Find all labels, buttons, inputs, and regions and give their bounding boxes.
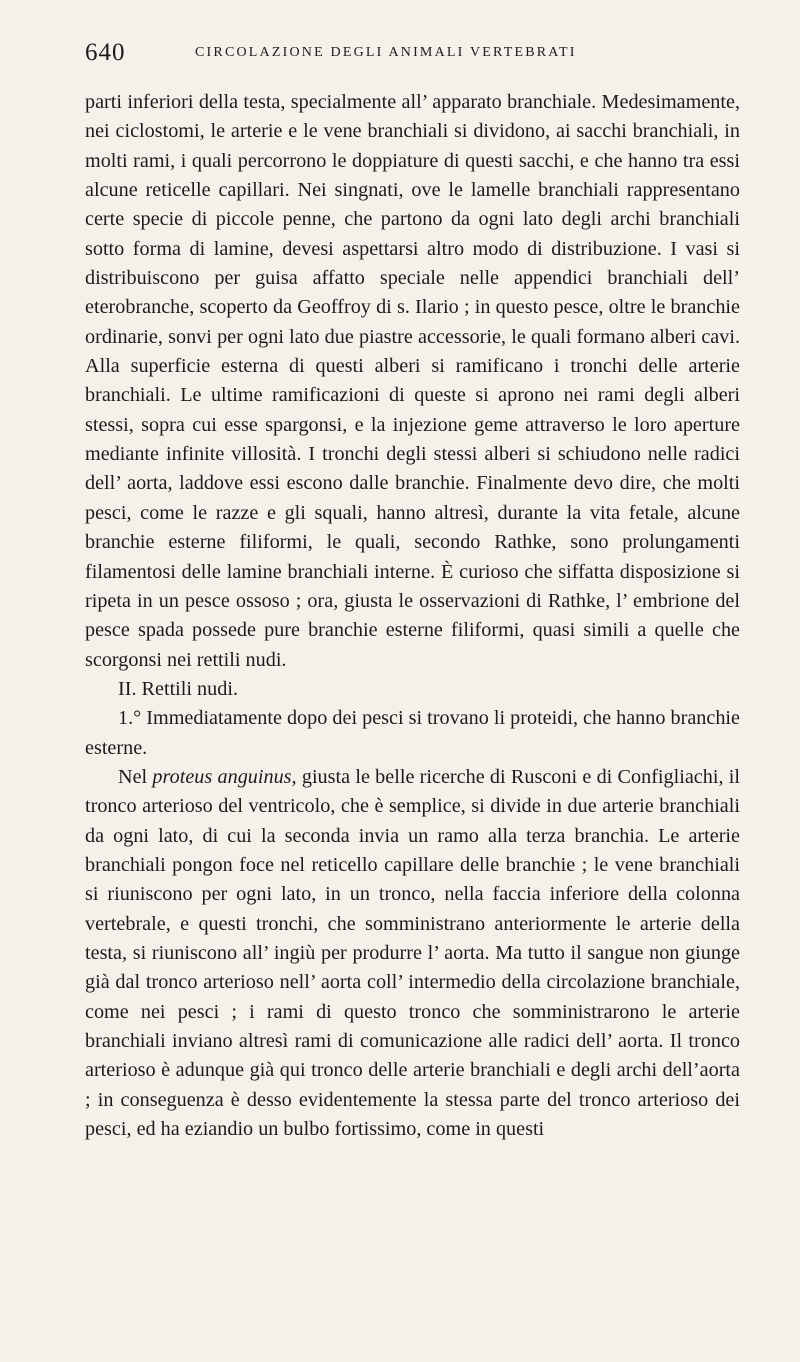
body-text <box>85 88 740 1144</box>
section-heading: II. Rettili nudi. <box>118 677 238 700</box>
page-number: 640 <box>85 39 126 66</box>
subsection-paragraph: 1.° Immediatamente dopo dei pesci si trovano li proteidi, che hanno branchie esterne. <box>85 707 740 759</box>
proteus-intro: Nel <box>118 765 153 788</box>
species-name: proteus anguinus <box>152 765 292 788</box>
proteus-text: , giusta le belle ricerche di Rusconi e di Configliachi, il tronco arterioso del ventricolo, che è semplice, si divide in due arterie branchiali da ogni lato, di cui la seconda invia un ramo alla terza branchia. Le arterie branchiali pongon foce nel reticello capillare delle branchie ; le vene branchiali si riuniscono per ogni lato, in un tronco, nella faccia inferiore della colonna vertebrale, e questi tronchi, che somministrano anteriormente le arterie della testa, si riuniscono all’ ingiù per produrre l’ aorta. Ma tutto il sangue non giunge già dal tronco arterioso nell’ aorta coll’ intermedio della circolazione branchiale, come nei pesci ; i rami di questo tronco che somministrarono le arterie branchiali inviano altresì rami di comunicazione alle radici dell’ aorta. Il tronco arterioso è adunque già qui tronco delle arterie branchiali e degli archi dell’aorta ; in conseguenza è desso evidentemente la stessa parte del tronco arterioso dei pesci, ed ha eziandio un bulbo fortissimo, come in questi <box>85 765 740 1141</box>
page-header <box>85 40 740 76</box>
paragraph-branchial-fish: parti inferiori della testa, specialmente all’ apparato branchiale. Medesimamente, nei ciclostomi, le arterie e le vene branchiali si dividono, ai sacchi branchiali, in molti rami, i quali percorrono le doppiature di questi sacchi, e che hanno tra essi alcune reticelle capillari. Nei singnati, ove le lamelle branchiali rappresentano certe specie di piccole penne, che partono da ogni lato degli archi branchiali sotto forma di lamine, devesi aspettarsi altro modo di distribuzione. I vasi si distribuiscono per guisa affatto speciale nelle appendici branchiali dell’ eterobranche, scoperto da Geoffroy di s. Ilario ; in questo pesce, oltre le branchie ordinarie, sonvi per ogni lato due piastre accessorie, le quali formano alberi cavi. Alla superficie esterna di questi alberi si ramificano i tronchi delle arterie branchiali. Le ultime ramificazioni di queste si aprono nei rami degli alberi stessi, sopra cui esse spargonsi, e la injezione geme attraverso le loro aperture mediante infinite villosità. I tronchi degli stessi alberi si schiudono nelle radici dell’ aorta, laddove essi escono dalle branchie. Finalmente devo dire, che molti pesci, come le razze e gli squali, hanno altresì, durante la vita fetale, alcune branchie esterne filiformi, le quali, secondo Rathke, sono prolungamenti filamentosi delle lamine branchiali interne. È curioso che siffatta disposizione si ripeta in un pesce ossoso ; ora, giusta le osservazioni di Rathke, l’ embrione del pesce spada possede pure branchie esterne filiformi, quasi simili a quelle che scorgonsi nei rettili nudi. <box>85 91 740 671</box>
running-title: CIRCOLAZIONE DEGLI ANIMALI VERTEBRATI <box>195 45 577 60</box>
paragraph-proteus <box>85 763 740 1144</box>
